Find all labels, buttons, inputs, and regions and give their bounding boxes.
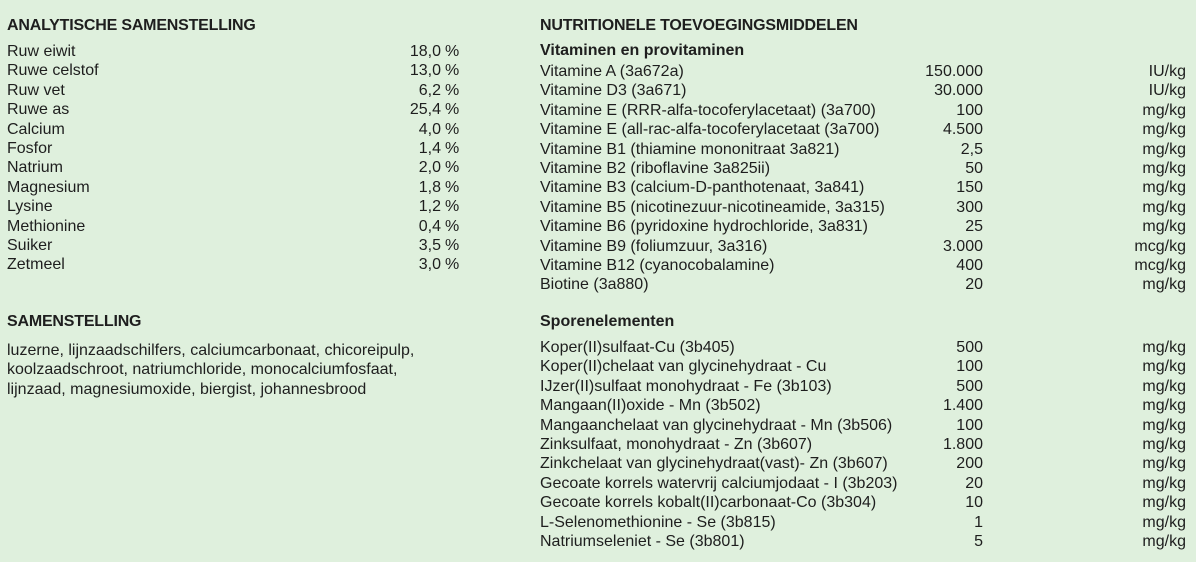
row-label: Gecoate korrels watervrij calciumjodaat - I (3b203) xyxy=(540,474,898,492)
row-value: 3.000 xyxy=(942,237,983,255)
row-label: Ruw eiwit xyxy=(7,43,76,60)
table-row xyxy=(540,396,1186,415)
row-value: 150 xyxy=(956,179,983,197)
row-unit: mg/kg xyxy=(1142,159,1186,177)
row-label: Lysine xyxy=(7,198,53,216)
table-row xyxy=(540,377,1186,396)
row-unit: % xyxy=(445,178,460,196)
row-unit: mg/kg xyxy=(1142,532,1186,550)
table-row xyxy=(540,178,1186,197)
row-unit: % xyxy=(445,217,460,235)
table-row xyxy=(7,217,467,236)
row-label: Gecoate korrels kobalt(II)carbonaat-Co (3b304) xyxy=(540,494,877,512)
row-unit: mg/kg xyxy=(1142,377,1186,395)
table-row xyxy=(540,237,1186,256)
table-row xyxy=(540,416,1186,435)
row-value: 10 xyxy=(965,494,983,512)
row-unit: mcg/kg xyxy=(1134,237,1186,255)
table-row xyxy=(7,42,467,61)
row-label: Mangaan(II)oxide - Mn (3b502) xyxy=(540,397,761,415)
table-row xyxy=(540,532,1186,551)
row-label: Natrium xyxy=(7,159,64,177)
row-value: 18,0 xyxy=(409,43,441,60)
row-unit: % xyxy=(445,256,460,274)
row-label: Methionine xyxy=(7,217,86,235)
row-unit: IU/kg xyxy=(1148,63,1186,80)
table-row xyxy=(7,197,467,216)
row-value: 50 xyxy=(965,159,983,177)
row-label: Koper(II)chelaat van glycinehydraat - Cu xyxy=(540,358,827,376)
row-unit: mg/kg xyxy=(1142,358,1186,376)
table-row xyxy=(7,139,467,158)
row-unit: % xyxy=(445,120,460,138)
row-label: Zetmeel xyxy=(7,256,65,274)
composition-title: SAMENSTELLING xyxy=(7,313,142,330)
table-row xyxy=(540,101,1186,120)
table-row xyxy=(540,454,1186,473)
row-value: 100 xyxy=(956,416,983,434)
table-row xyxy=(7,81,467,100)
row-value: 150.000 xyxy=(925,63,983,80)
row-unit: mg/kg xyxy=(1142,513,1186,531)
row-value: 20 xyxy=(965,276,983,294)
row-unit: mg/kg xyxy=(1142,276,1186,294)
row-unit: mg/kg xyxy=(1142,121,1186,139)
row-label: Ruwe celstof xyxy=(7,62,99,80)
analytical-table xyxy=(7,42,467,275)
row-value: 25,4 xyxy=(409,101,441,119)
table-row xyxy=(540,159,1186,178)
row-label: Vitamine B2 (riboflavine 3a825ii) xyxy=(540,159,771,177)
table-row xyxy=(540,493,1186,512)
row-unit: mg/kg xyxy=(1142,179,1186,197)
row-value: 500 xyxy=(956,377,983,395)
row-unit: mg/kg xyxy=(1142,416,1186,434)
row-label: Mangaanchelaat van glycinehydraat - Mn (3b506) xyxy=(540,416,893,434)
row-value: 20 xyxy=(965,474,983,492)
row-label: Calcium xyxy=(7,120,65,138)
row-unit: mg/kg xyxy=(1142,474,1186,492)
row-value: 200 xyxy=(956,455,983,473)
row-unit: mg/kg xyxy=(1142,140,1186,158)
row-value: 300 xyxy=(956,198,983,216)
row-value: 1,8 xyxy=(418,178,441,196)
row-label: Fosfor xyxy=(7,139,53,157)
row-label: Vitamine A (3a672a) xyxy=(540,63,684,80)
additives-title: NUTRITIONELE TOEVOEGINGSMIDDELEN xyxy=(540,17,858,34)
table-row xyxy=(540,62,1186,81)
row-unit: mg/kg xyxy=(1142,198,1186,216)
table-row xyxy=(540,256,1186,275)
row-label: Suiker xyxy=(7,236,53,254)
row-label: Biotine (3a880) xyxy=(540,276,649,294)
row-label: Ruwe as xyxy=(7,101,70,119)
row-unit: % xyxy=(445,101,460,119)
trace-elements-table xyxy=(540,338,1186,551)
row-unit: mg/kg xyxy=(1142,397,1186,415)
row-label: Ruw vet xyxy=(7,81,65,99)
row-value: 6,2 xyxy=(418,81,441,99)
table-row xyxy=(7,178,467,197)
row-unit: % xyxy=(445,81,460,99)
row-unit: % xyxy=(445,198,460,216)
vitamins-title: Vitaminen en provitaminen xyxy=(540,42,745,59)
row-value: 3,5 xyxy=(418,236,441,254)
row-label: Vitamine B6 (pyridoxine hydrochloride, 3a831) xyxy=(540,218,868,236)
table-row xyxy=(540,217,1186,236)
table-row xyxy=(540,357,1186,376)
row-unit: mg/kg xyxy=(1142,494,1186,512)
row-unit: % xyxy=(445,62,460,80)
row-value: 1.800 xyxy=(942,435,983,453)
table-row xyxy=(540,513,1186,532)
table-row xyxy=(540,81,1186,100)
table-row xyxy=(540,474,1186,493)
table-row xyxy=(540,198,1186,217)
row-label: Zinksulfaat, monohydraat - Zn (3b607) xyxy=(540,435,813,453)
row-label: Vitamine B3 (calcium-D-panthotenaat, 3a841) xyxy=(540,179,865,197)
row-unit: mg/kg xyxy=(1142,455,1186,473)
row-unit: mg/kg xyxy=(1142,339,1186,356)
row-value: 100 xyxy=(956,101,983,119)
row-unit: % xyxy=(445,43,460,60)
row-unit: mg/kg xyxy=(1142,218,1186,236)
table-row xyxy=(7,120,467,139)
row-value: 400 xyxy=(956,256,983,274)
row-label: IJzer(II)sulfaat monohydraat - Fe (3b103) xyxy=(540,377,832,395)
table-row xyxy=(7,61,467,80)
table-row xyxy=(540,120,1186,139)
row-unit: IU/kg xyxy=(1148,82,1186,100)
row-unit: mg/kg xyxy=(1142,101,1186,119)
row-unit: mcg/kg xyxy=(1134,256,1186,274)
row-unit: % xyxy=(445,159,460,177)
row-value: 1 xyxy=(974,513,983,531)
row-value: 1,2 xyxy=(418,198,441,216)
row-label: Zinkchelaat van glycinehydraat(vast)- Zn (3b607) xyxy=(540,455,888,473)
row-label: Vitamine B5 (nicotinezuur-nicotineamide, 3a315) xyxy=(540,198,885,216)
row-unit: mg/kg xyxy=(1142,435,1186,453)
row-value: 3,0 xyxy=(418,256,441,274)
table-row xyxy=(540,435,1186,454)
row-value: 1,4 xyxy=(418,139,441,157)
composition-text: luzerne, lijnzaadschilfers, calciumcarbonaat, chicoreipulp, koolzaadschroot, natriumchloride, monocalciumfosfaat, lijnzaad, magnesiumoxide, biergist, johannesbrood xyxy=(7,342,415,398)
row-label: Vitamine B1 (thiamine mononitraat 3a821) xyxy=(540,140,840,158)
row-value: 2,5 xyxy=(960,140,983,158)
row-label: Magnesium xyxy=(7,178,90,196)
row-unit: % xyxy=(445,139,460,157)
vitamins-table xyxy=(540,62,1186,295)
row-label: Natriumseleniet - Se (3b801) xyxy=(540,532,745,550)
row-value: 4.500 xyxy=(942,121,983,139)
row-label: Vitamine E (RRR-alfa-tocoferylacetaat) (3a700) xyxy=(540,101,876,119)
row-value: 2,0 xyxy=(418,159,441,177)
table-row xyxy=(540,275,1186,294)
table-row xyxy=(7,255,467,274)
row-value: 4,0 xyxy=(418,120,441,138)
row-label: Koper(II)sulfaat-Cu (3b405) xyxy=(540,339,735,356)
trace-elements-title: Sporenelementen xyxy=(540,313,675,330)
row-label: Vitamine E (all-rac-alfa-tocoferylacetaat (3a700) xyxy=(540,121,880,139)
table-row xyxy=(7,100,467,119)
table-row xyxy=(540,338,1186,357)
row-unit: % xyxy=(445,236,460,254)
row-label: L-Selenomethionine - Se (3b815) xyxy=(540,513,776,531)
analytical-title: ANALYTISCHE SAMENSTELLING xyxy=(7,17,256,34)
row-value: 30.000 xyxy=(934,82,983,100)
row-value: 500 xyxy=(956,339,983,356)
row-value: 13,0 xyxy=(409,62,441,80)
row-label: Vitamine D3 (3a671) xyxy=(540,82,687,100)
table-row xyxy=(7,236,467,255)
row-value: 0,4 xyxy=(418,217,441,235)
table-row xyxy=(7,158,467,177)
table-row xyxy=(540,140,1186,159)
row-value: 25 xyxy=(965,218,983,236)
row-value: 100 xyxy=(956,358,983,376)
row-label: Vitamine B12 (cyanocobalamine) xyxy=(540,256,775,274)
row-value: 1.400 xyxy=(942,397,983,415)
row-label: Vitamine B9 (foliumzuur, 3a316) xyxy=(540,237,768,255)
row-value: 5 xyxy=(974,532,983,550)
